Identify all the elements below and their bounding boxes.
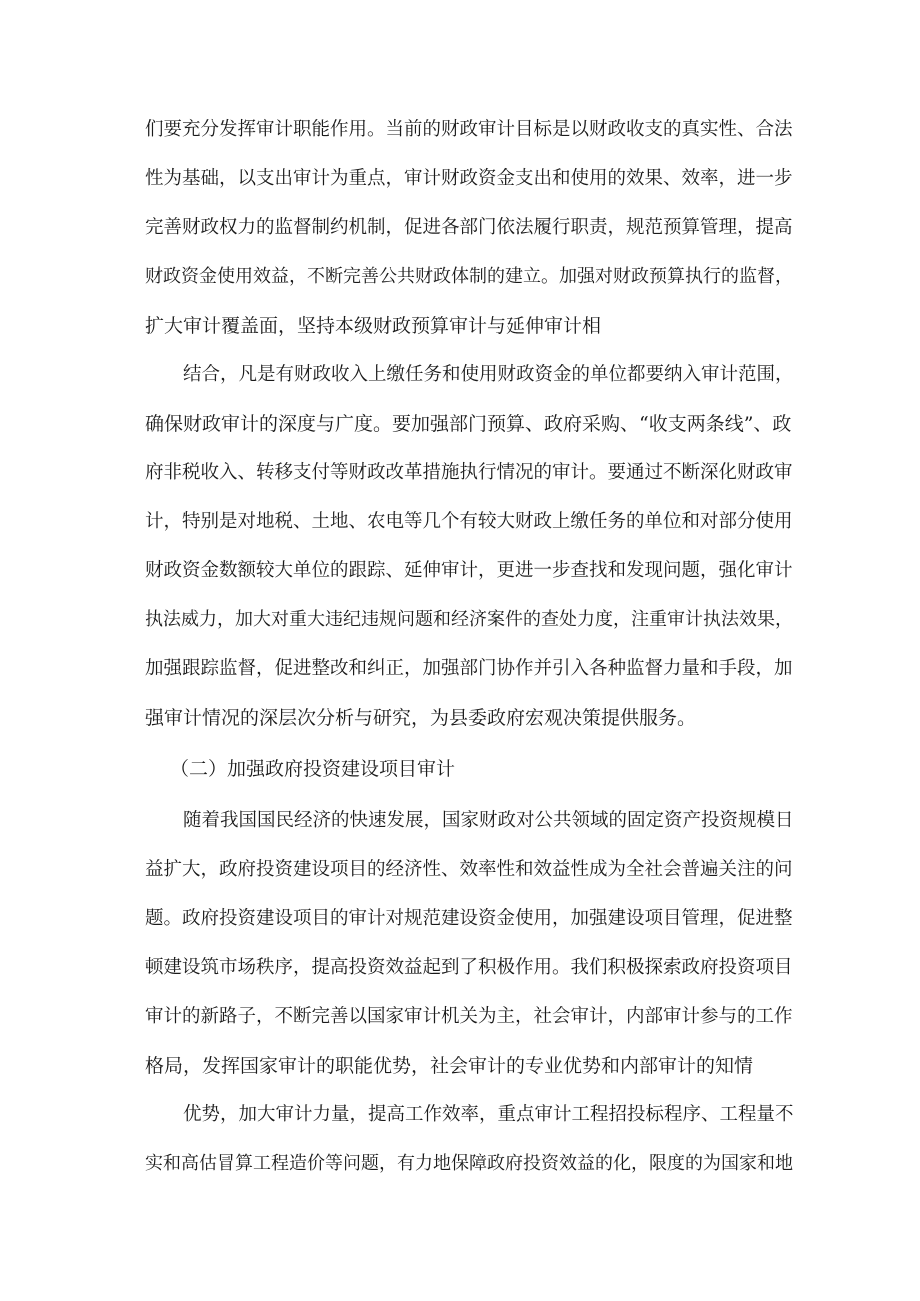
text-line: 性为基础，以支出审计为重点，审计财政资金支出和使用的效果、效率，进一步 [145,168,793,189]
text-line: 实和高估冒算工程造价等问题，有力地保障政府投资效益的化，限度的为国家和地 [145,1153,793,1174]
text-line: 题。政府投资建设项目的审计对规范建设资金使用，加强建设项目管理，促进整 [145,908,793,929]
text-line: 扩大审计覆盖面，坚持本级财政预算审计与延伸审计相 [145,315,602,337]
section-heading: （二）加强政府投资建设项目审计 [170,758,456,780]
text-line: 财政资金数额较大单位的跟踪、延伸审计，更进一步查找和发现问题，强化审计 [145,560,793,581]
text-line: 执法威力，加大对重大违纪违规问题和经济案件的查处力度，注重审计执法效果， [145,609,793,630]
text-line: 益扩大，政府投资建设项目的经济性、效率性和效益性成为全社会普遍关注的问 [145,859,793,880]
text-line: 加强跟踪监督，促进整改和纠正，加强部门协作并引入各种监督力量和手段，加 [145,658,793,679]
text-line: 们要充分发挥审计职能作用。当前的财政审计目标是以财政收支的真实性、合法 [145,119,793,140]
text-line: 审计的新路子，不断完善以国家审计机关为主，社会审计，内部审计参与的工作 [145,1006,793,1027]
text-line: 随着我国国民经济的快速发展，国家财政对公共领域的固定资产投资规模日 [183,810,794,831]
text-line: 确保财政审计的深度与广度。要加强部门预算、政府采购、“收支两条线”、政 [145,413,792,435]
text-line: 格局，发挥国家审计的职能优势，社会审计的专业优势和内部审计的知情 [145,1055,754,1077]
text-line: 财政资金使用效益，不断完善公共财政体制的建立。加强对财政预算执行的监督， [145,266,793,287]
text-line: 结合，凡是有财政收入上缴任务和使用财政资金的单位都要纳入审计范围， [183,364,794,385]
text-line: 完善财政权力的监督制约机制，促进各部门依法履行职责，规范预算管理，提高 [145,217,793,238]
text-line: 优势，加大审计力量，提高工作效率，重点审计工程招投标程序、工程量不 [183,1104,794,1125]
text-line: 强审计情况的深层次分析与研究，为县委政府宏观决策提供服务。 [145,707,697,729]
text-line: 顿建设筑市场秩序，提高投资效益起到了积极作用。我们积极探索政府投资项目 [145,957,793,978]
text-line: 府非税收入、转移支付等财政改革措施执行情况的审计。要通过不断深化财政审 [145,462,793,483]
text-line: 计，特别是对地税、土地、农电等几个有较大财政上缴任务的单位和对部分使用 [145,511,793,532]
